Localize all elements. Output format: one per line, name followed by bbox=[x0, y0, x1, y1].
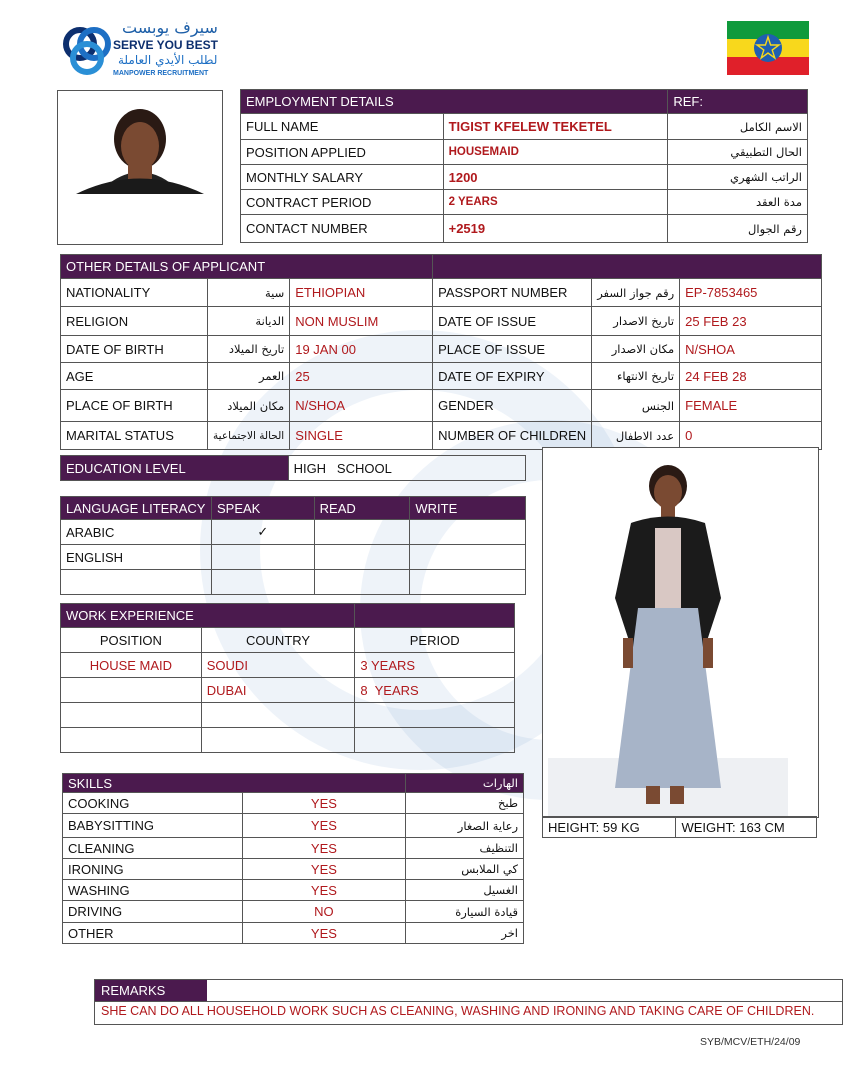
field-label: POSITION APPLIED bbox=[241, 140, 444, 165]
skill-value: NO bbox=[242, 901, 406, 923]
field-label-arabic: الراتب الشهري bbox=[668, 165, 808, 190]
work-position bbox=[61, 678, 202, 703]
table-row bbox=[61, 678, 515, 703]
field-label-arabic: مدة العقد bbox=[668, 190, 808, 215]
table-row bbox=[63, 814, 524, 838]
table-row bbox=[63, 880, 524, 901]
skill-value: YES bbox=[242, 838, 406, 859]
skill-value: YES bbox=[242, 923, 406, 944]
table-row bbox=[61, 703, 515, 728]
logo-arabic-name: سيرف يوبست bbox=[122, 18, 218, 37]
field-label-arabic: الديانة bbox=[208, 307, 290, 336]
field-label-arabic: مكان الاصدار bbox=[592, 336, 680, 363]
table-row bbox=[63, 923, 524, 944]
work-country: DUBAI bbox=[201, 678, 355, 703]
speak-cell bbox=[211, 545, 314, 570]
checkmark-icon: ✓ bbox=[211, 520, 314, 545]
write-cell bbox=[410, 520, 526, 545]
weight-value: WEIGHT: 163 CM bbox=[676, 817, 817, 838]
table-row bbox=[63, 901, 524, 923]
field-label: NUMBER OF CHILDREN bbox=[433, 422, 592, 450]
work-period: 3 YEARS bbox=[355, 653, 515, 678]
skill-name: WASHING bbox=[63, 880, 243, 901]
skill-name-arabic: طبخ bbox=[406, 793, 524, 814]
field-label: RELIGION bbox=[61, 307, 208, 336]
remarks-header: REMARKS bbox=[95, 980, 207, 1001]
company-logo bbox=[60, 20, 230, 80]
table-row bbox=[61, 307, 822, 336]
field-label: FULL NAME bbox=[241, 114, 444, 140]
speak-header: SPEAK bbox=[211, 497, 314, 520]
date-of-birth-value: 19 JAN 00 bbox=[290, 336, 433, 363]
field-label: NATIONALITY bbox=[61, 279, 208, 307]
work-position bbox=[61, 728, 202, 753]
table-row bbox=[61, 520, 526, 545]
field-label: MARITAL STATUS bbox=[61, 422, 208, 450]
skill-name-arabic: اخر bbox=[406, 923, 524, 944]
age-value: 25 bbox=[290, 363, 433, 390]
full-name-value: TIGIST KFELEW TEKETEL bbox=[443, 114, 668, 140]
field-label-arabic: الحالة الاجتماعية bbox=[208, 422, 290, 450]
logo-name: SERVE YOU BEST bbox=[113, 38, 218, 52]
table-row bbox=[241, 215, 808, 243]
contract-period-value: 2 YEARS bbox=[443, 190, 668, 215]
nationality-value: ETHIOPIAN bbox=[290, 279, 433, 307]
skills-header: SKILLS bbox=[63, 774, 406, 793]
work-position bbox=[61, 703, 202, 728]
field-label-arabic: العمر bbox=[208, 363, 290, 390]
language-name bbox=[61, 570, 212, 595]
monthly-salary-value: 1200 bbox=[443, 165, 668, 190]
work-period: 8 YEARS bbox=[355, 678, 515, 703]
remarks-box bbox=[94, 979, 843, 1025]
position-column-header: POSITION bbox=[61, 628, 202, 653]
work-experience-header: WORK EXPERIENCE bbox=[61, 604, 355, 628]
language-literacy-header: LANGUAGE LITERACY bbox=[61, 497, 212, 520]
date-of-issue-value: 25 FEB 23 bbox=[680, 307, 822, 336]
table-row bbox=[61, 279, 822, 307]
field-label-arabic: تاريخ الاصدار bbox=[592, 307, 680, 336]
speak-cell bbox=[211, 570, 314, 595]
read-header: READ bbox=[314, 497, 410, 520]
work-country bbox=[201, 703, 355, 728]
height-value: HEIGHT: 59 KG bbox=[543, 817, 676, 838]
place-of-issue-value: N/SHOA bbox=[680, 336, 822, 363]
work-country: SOUDI bbox=[201, 653, 355, 678]
language-literacy-table bbox=[60, 496, 526, 595]
field-label-arabic: سية bbox=[208, 279, 290, 307]
skills-header-arabic: الهارات bbox=[406, 774, 524, 793]
other-details-table bbox=[60, 254, 822, 450]
work-country bbox=[201, 728, 355, 753]
logo-knot-icon bbox=[60, 22, 114, 80]
field-label: DATE OF BIRTH bbox=[61, 336, 208, 363]
table-row bbox=[63, 859, 524, 880]
field-label: PLACE OF ISSUE bbox=[433, 336, 592, 363]
marital-status-value: SINGLE bbox=[290, 422, 433, 450]
field-label: PLACE OF BIRTH bbox=[61, 390, 208, 422]
skill-name: BABYSITTING bbox=[63, 814, 243, 838]
table-row bbox=[241, 114, 808, 140]
ethiopia-flag bbox=[727, 21, 809, 75]
field-label: DATE OF ISSUE bbox=[433, 307, 592, 336]
skill-value: YES bbox=[242, 880, 406, 901]
field-label: DATE OF EXPIRY bbox=[433, 363, 592, 390]
applicant-full-body-photo bbox=[542, 447, 819, 818]
table-row bbox=[61, 390, 822, 422]
field-label-arabic: تاريخ الميلاد bbox=[208, 336, 290, 363]
field-label: AGE bbox=[61, 363, 208, 390]
work-period bbox=[355, 703, 515, 728]
skill-name-arabic: التنظيف bbox=[406, 838, 524, 859]
education-level-label: EDUCATION LEVEL bbox=[61, 456, 289, 481]
field-label-arabic: تاريخ الانتهاء bbox=[592, 363, 680, 390]
skills-table bbox=[62, 773, 524, 944]
field-label: MONTHLY SALARY bbox=[241, 165, 444, 190]
field-label: CONTACT NUMBER bbox=[241, 215, 444, 243]
table-row bbox=[61, 653, 515, 678]
field-label: PASSPORT NUMBER bbox=[433, 279, 592, 307]
skill-name: CLEANING bbox=[63, 838, 243, 859]
field-label-arabic: الاسم الكامل bbox=[668, 114, 808, 140]
skill-name: IRONING bbox=[63, 859, 243, 880]
education-level-value: HIGH SCHOOL bbox=[288, 456, 525, 481]
employment-details-table bbox=[240, 89, 808, 243]
number-of-children-value: 0 bbox=[680, 422, 822, 450]
write-header: WRITE bbox=[410, 497, 526, 520]
table-row bbox=[61, 422, 822, 450]
read-cell bbox=[314, 545, 410, 570]
education-table bbox=[60, 455, 526, 481]
read-cell bbox=[314, 520, 410, 545]
language-name: ARABIC bbox=[61, 520, 212, 545]
write-cell bbox=[410, 545, 526, 570]
work-experience-table bbox=[60, 603, 515, 753]
applicant-headshot-photo bbox=[57, 90, 223, 245]
logo-tagline: MANPOWER RECRUITMENT bbox=[113, 70, 209, 77]
measurements-table bbox=[542, 816, 817, 838]
place-of-birth-value: N/SHOA bbox=[290, 390, 433, 422]
gender-value: FEMALE bbox=[680, 390, 822, 422]
field-label-arabic: الجنس bbox=[592, 390, 680, 422]
logo-arabic-tagline: لطلب الأيدي العاملة bbox=[118, 53, 218, 67]
skill-value: YES bbox=[242, 814, 406, 838]
table-row bbox=[63, 793, 524, 814]
contact-number-value: +2519 bbox=[443, 215, 668, 243]
skill-name-arabic: كي الملابس bbox=[406, 859, 524, 880]
period-column-header: PERIOD bbox=[355, 628, 515, 653]
skill-name: COOKING bbox=[63, 793, 243, 814]
skill-name-arabic: الغسيل bbox=[406, 880, 524, 901]
country-column-header: COUNTRY bbox=[201, 628, 355, 653]
skill-name-arabic: رعاية الصغار bbox=[406, 814, 524, 838]
work-position: HOUSE MAID bbox=[61, 653, 202, 678]
skill-name-arabic: قيادة السيارة bbox=[406, 901, 524, 923]
remarks-text: SHE CAN DO ALL HOUSEHOLD WORK SUCH AS CLEANING, WASHING AND IRONING AND TAKING CARE OF CHILDREN. bbox=[101, 1004, 815, 1018]
skill-name: DRIVING bbox=[63, 901, 243, 923]
position-applied-value: HOUSEMAID bbox=[443, 140, 668, 165]
table-row bbox=[241, 165, 808, 190]
field-label: CONTRACT PERIOD bbox=[241, 190, 444, 215]
date-of-expiry-value: 24 FEB 28 bbox=[680, 363, 822, 390]
table-row bbox=[241, 190, 808, 215]
field-label-arabic: مكان الميلاد bbox=[208, 390, 290, 422]
language-name: ENGLISH bbox=[61, 545, 212, 570]
skill-name: OTHER bbox=[63, 923, 243, 944]
field-label-arabic: الحال التطبيقي bbox=[668, 140, 808, 165]
field-label-arabic: عدد الاطفال bbox=[592, 422, 680, 450]
ref-label: REF: bbox=[668, 90, 808, 114]
field-label-arabic: رقم جواز السفر bbox=[592, 279, 680, 307]
table-row bbox=[63, 838, 524, 859]
table-row bbox=[61, 570, 526, 595]
table-row bbox=[61, 545, 526, 570]
table-row bbox=[241, 140, 808, 165]
table-row bbox=[61, 336, 822, 363]
table-row bbox=[61, 728, 515, 753]
document-reference-code: SYB/MCV/ETH/24/09 bbox=[700, 1036, 801, 1048]
skill-value: YES bbox=[242, 859, 406, 880]
employment-details-header: EMPLOYMENT DETAILS bbox=[241, 90, 668, 114]
field-label: GENDER bbox=[433, 390, 592, 422]
field-label-arabic: رقم الجوال bbox=[668, 215, 808, 243]
table-row bbox=[61, 363, 822, 390]
skill-value: YES bbox=[242, 793, 406, 814]
work-period bbox=[355, 728, 515, 753]
star-emblem-icon bbox=[753, 33, 783, 63]
religion-value: NON MUSLIM bbox=[290, 307, 433, 336]
passport-number-value: EP-7853465 bbox=[680, 279, 822, 307]
read-cell bbox=[314, 570, 410, 595]
other-details-header: OTHER DETAILS OF APPLICANT bbox=[61, 255, 433, 279]
write-cell bbox=[410, 570, 526, 595]
